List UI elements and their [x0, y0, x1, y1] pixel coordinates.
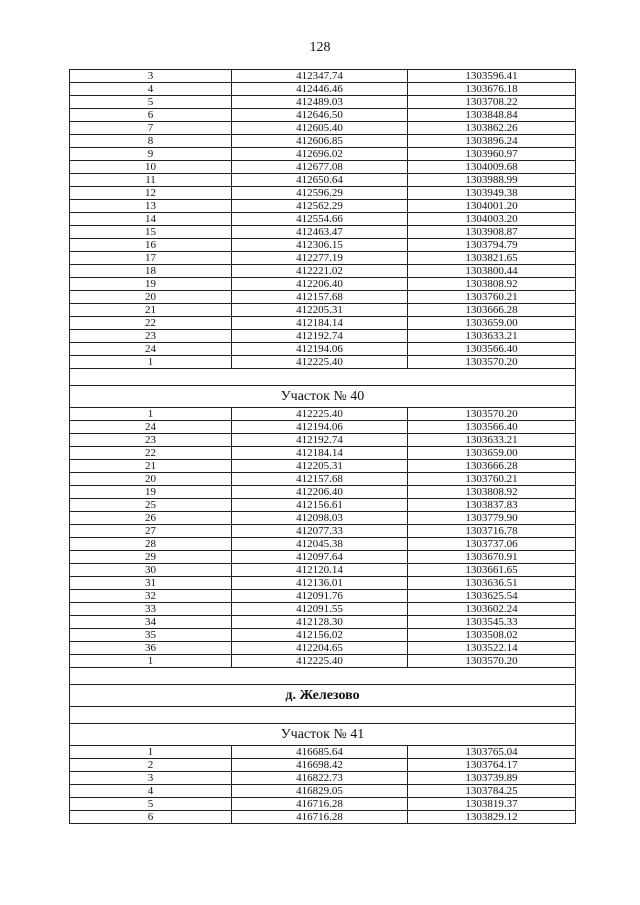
point-number-cell: 2: [70, 759, 232, 772]
point-number-cell: 20: [70, 291, 232, 304]
point-number-cell: 16: [70, 239, 232, 252]
y-coordinate-cell: 1303522.14: [408, 642, 576, 655]
x-coordinate-cell: 412605.40: [232, 122, 408, 135]
point-number-cell: 1: [70, 746, 232, 759]
point-number-cell: 31: [70, 577, 232, 590]
x-coordinate-cell: 412206.40: [232, 486, 408, 499]
point-number-cell: 6: [70, 109, 232, 122]
x-coordinate-cell: 412192.74: [232, 330, 408, 343]
table-row: [70, 148, 576, 161]
table-row: [70, 590, 576, 603]
point-number-cell: 24: [70, 343, 232, 356]
y-coordinate-cell: 1303716.78: [408, 525, 576, 538]
x-coordinate-cell: 412562.29: [232, 200, 408, 213]
table-row: [70, 161, 576, 174]
point-number-cell: 12: [70, 187, 232, 200]
table-row: [70, 538, 576, 551]
y-coordinate-cell: 1303908.87: [408, 226, 576, 239]
table-row: [70, 655, 576, 668]
point-number-cell: 32: [70, 590, 232, 603]
table-row: [70, 447, 576, 460]
x-coordinate-cell: 412098.03: [232, 512, 408, 525]
point-number-cell: 18: [70, 265, 232, 278]
x-coordinate-cell: 412646.50: [232, 109, 408, 122]
table-row: [70, 421, 576, 434]
y-coordinate-cell: 1303602.24: [408, 603, 576, 616]
x-coordinate-cell: 412225.40: [232, 408, 408, 421]
point-number-cell: 30: [70, 564, 232, 577]
table-row: [70, 486, 576, 499]
point-number-cell: 9: [70, 148, 232, 161]
table-row: [70, 798, 576, 811]
x-coordinate-cell: 412204.65: [232, 642, 408, 655]
x-coordinate-cell: 416685.64: [232, 746, 408, 759]
page-number: 128: [309, 40, 331, 55]
x-coordinate-cell: 412192.74: [232, 434, 408, 447]
table-row: [70, 187, 576, 200]
y-coordinate-cell: 1303808.92: [408, 486, 576, 499]
y-coordinate-cell: 1303819.37: [408, 798, 576, 811]
x-coordinate-cell: 412156.02: [232, 629, 408, 642]
table-row: [70, 785, 576, 798]
x-coordinate-cell: 412194.06: [232, 421, 408, 434]
table-row: [70, 616, 576, 629]
y-coordinate-cell: 1303794.79: [408, 239, 576, 252]
point-number-cell: 3: [70, 772, 232, 785]
point-number-cell: 23: [70, 434, 232, 447]
table-row: [70, 473, 576, 486]
x-coordinate-cell: 412446.46: [232, 83, 408, 96]
y-coordinate-cell: 1303848.84: [408, 109, 576, 122]
point-number-cell: 35: [70, 629, 232, 642]
y-coordinate-cell: 1303659.00: [408, 317, 576, 330]
y-coordinate-cell: 1303960.97: [408, 148, 576, 161]
x-coordinate-cell: 416829.05: [232, 785, 408, 798]
x-coordinate-cell: 412184.14: [232, 447, 408, 460]
x-coordinate-cell: 412157.68: [232, 291, 408, 304]
section-title-41: [70, 724, 576, 746]
point-number-cell: 23: [70, 330, 232, 343]
table-row: [70, 460, 576, 473]
x-coordinate-cell: 412194.06: [232, 343, 408, 356]
point-number-cell: 6: [70, 811, 232, 824]
table-row: [70, 226, 576, 239]
y-coordinate-cell: 1303764.17: [408, 759, 576, 772]
y-coordinate-cell: 1303661.65: [408, 564, 576, 577]
point-number-cell: 27: [70, 525, 232, 538]
x-coordinate-cell: 412347.74: [232, 70, 408, 83]
table-row: [70, 603, 576, 616]
y-coordinate-cell: 1303739.89: [408, 772, 576, 785]
point-number-cell: 20: [70, 473, 232, 486]
section-gap: [70, 707, 576, 724]
table-row: [70, 278, 576, 291]
y-coordinate-cell: 1304009.68: [408, 161, 576, 174]
section-title-40-text: Участок № 40: [70, 386, 576, 408]
point-number-cell: 1: [70, 356, 232, 369]
table-row: [70, 174, 576, 187]
table-row: [70, 135, 576, 148]
section-title-41-text: Участок № 41: [70, 724, 576, 746]
x-coordinate-cell: 412606.85: [232, 135, 408, 148]
y-coordinate-cell: 1303666.28: [408, 304, 576, 317]
point-number-cell: 13: [70, 200, 232, 213]
table-row: [70, 551, 576, 564]
x-coordinate-cell: 412097.64: [232, 551, 408, 564]
y-coordinate-cell: 1303570.20: [408, 655, 576, 668]
table-row: [70, 356, 576, 369]
y-coordinate-cell: 1303676.18: [408, 83, 576, 96]
village-title-text: д. Железово: [70, 685, 576, 707]
x-coordinate-cell: 412091.55: [232, 603, 408, 616]
x-coordinate-cell: 412206.40: [232, 278, 408, 291]
y-coordinate-cell: 1303779.90: [408, 512, 576, 525]
y-coordinate-cell: 1304001.20: [408, 200, 576, 213]
y-coordinate-cell: 1303566.40: [408, 343, 576, 356]
coordinates-table: [69, 69, 576, 824]
point-number-cell: 10: [70, 161, 232, 174]
point-number-cell: 36: [70, 642, 232, 655]
table-row: [70, 772, 576, 785]
point-number-cell: 29: [70, 551, 232, 564]
y-coordinate-cell: 1303570.20: [408, 356, 576, 369]
x-coordinate-cell: 412596.29: [232, 187, 408, 200]
y-coordinate-cell: 1303821.65: [408, 252, 576, 265]
x-coordinate-cell: 412091.76: [232, 590, 408, 603]
y-coordinate-cell: 1303659.00: [408, 447, 576, 460]
table-row: [70, 239, 576, 252]
table-row: [70, 70, 576, 83]
table-row: [70, 759, 576, 772]
table-row: [70, 213, 576, 226]
x-coordinate-cell: 416716.28: [232, 798, 408, 811]
point-number-cell: 21: [70, 460, 232, 473]
table-row: [70, 564, 576, 577]
table-row: [70, 499, 576, 512]
y-coordinate-cell: 1303633.21: [408, 330, 576, 343]
table-row: [70, 109, 576, 122]
point-number-cell: 15: [70, 226, 232, 239]
y-coordinate-cell: 1303545.33: [408, 616, 576, 629]
x-coordinate-cell: 412045.38: [232, 538, 408, 551]
section-gap: [70, 369, 576, 386]
y-coordinate-cell: 1304003.20: [408, 213, 576, 226]
x-coordinate-cell: 412077.33: [232, 525, 408, 538]
table-row: [70, 434, 576, 447]
point-number-cell: 22: [70, 317, 232, 330]
x-coordinate-cell: 412225.40: [232, 356, 408, 369]
table-row: [70, 200, 576, 213]
x-coordinate-cell: 412156.61: [232, 499, 408, 512]
y-coordinate-cell: 1303596.41: [408, 70, 576, 83]
table-row: [70, 304, 576, 317]
table-row: [70, 512, 576, 525]
point-number-cell: 24: [70, 421, 232, 434]
x-coordinate-cell: 412136.01: [232, 577, 408, 590]
point-number-cell: 25: [70, 499, 232, 512]
table-row: [70, 629, 576, 642]
y-coordinate-cell: 1303636.51: [408, 577, 576, 590]
table-row: [70, 317, 576, 330]
point-number-cell: 33: [70, 603, 232, 616]
x-coordinate-cell: 412205.31: [232, 460, 408, 473]
point-number-cell: 7: [70, 122, 232, 135]
table-row: [70, 343, 576, 356]
y-coordinate-cell: 1303708.22: [408, 96, 576, 109]
y-coordinate-cell: 1303666.28: [408, 460, 576, 473]
point-number-cell: 3: [70, 70, 232, 83]
y-coordinate-cell: 1303633.21: [408, 434, 576, 447]
point-number-cell: 1: [70, 655, 232, 668]
y-coordinate-cell: 1303760.21: [408, 473, 576, 486]
x-coordinate-cell: 416822.73: [232, 772, 408, 785]
point-number-cell: 26: [70, 512, 232, 525]
point-number-cell: 4: [70, 785, 232, 798]
x-coordinate-cell: 412677.08: [232, 161, 408, 174]
y-coordinate-cell: 1303566.40: [408, 421, 576, 434]
x-coordinate-cell: 412128.30: [232, 616, 408, 629]
y-coordinate-cell: 1303862.26: [408, 122, 576, 135]
x-coordinate-cell: 412306.15: [232, 239, 408, 252]
x-coordinate-cell: 412120.14: [232, 564, 408, 577]
table-row: [70, 252, 576, 265]
x-coordinate-cell: 412554.66: [232, 213, 408, 226]
table-row: [70, 525, 576, 538]
table-row: [70, 577, 576, 590]
point-number-cell: 19: [70, 486, 232, 499]
point-number-cell: 21: [70, 304, 232, 317]
y-coordinate-cell: 1303808.92: [408, 278, 576, 291]
y-coordinate-cell: 1303737.06: [408, 538, 576, 551]
table-row: [70, 291, 576, 304]
x-coordinate-cell: 412184.14: [232, 317, 408, 330]
point-number-cell: 1: [70, 408, 232, 421]
y-coordinate-cell: 1303988.99: [408, 174, 576, 187]
point-number-cell: 14: [70, 213, 232, 226]
y-coordinate-cell: 1303837.83: [408, 499, 576, 512]
point-number-cell: 17: [70, 252, 232, 265]
y-coordinate-cell: 1303949.38: [408, 187, 576, 200]
x-coordinate-cell: 412463.47: [232, 226, 408, 239]
point-number-cell: 19: [70, 278, 232, 291]
table-row: [70, 330, 576, 343]
x-coordinate-cell: 412157.68: [232, 473, 408, 486]
y-coordinate-cell: 1303760.21: [408, 291, 576, 304]
table-row: [70, 746, 576, 759]
y-coordinate-cell: 1303670.91: [408, 551, 576, 564]
y-coordinate-cell: 1303829.12: [408, 811, 576, 824]
table-row: [70, 408, 576, 421]
table-row: [70, 811, 576, 824]
table-row: [70, 96, 576, 109]
village-title: [70, 685, 576, 707]
y-coordinate-cell: 1303570.20: [408, 408, 576, 421]
table-row: [70, 642, 576, 655]
x-coordinate-cell: 412489.03: [232, 96, 408, 109]
y-coordinate-cell: 1303625.54: [408, 590, 576, 603]
point-number-cell: 22: [70, 447, 232, 460]
point-number-cell: 34: [70, 616, 232, 629]
x-coordinate-cell: 412696.02: [232, 148, 408, 161]
y-coordinate-cell: 1303508.02: [408, 629, 576, 642]
point-number-cell: 8: [70, 135, 232, 148]
point-number-cell: 28: [70, 538, 232, 551]
y-coordinate-cell: 1303800.44: [408, 265, 576, 278]
y-coordinate-cell: 1303896.24: [408, 135, 576, 148]
x-coordinate-cell: 416698.42: [232, 759, 408, 772]
x-coordinate-cell: 412225.40: [232, 655, 408, 668]
point-number-cell: 5: [70, 96, 232, 109]
point-number-cell: 4: [70, 83, 232, 96]
y-coordinate-cell: 1303784.25: [408, 785, 576, 798]
table-row: [70, 83, 576, 96]
point-number-cell: 5: [70, 798, 232, 811]
x-coordinate-cell: 412650.64: [232, 174, 408, 187]
x-coordinate-cell: 412277.19: [232, 252, 408, 265]
table-row: [70, 265, 576, 278]
table-row: [70, 122, 576, 135]
y-coordinate-cell: 1303765.04: [408, 746, 576, 759]
x-coordinate-cell: 416716.28: [232, 811, 408, 824]
point-number-cell: 11: [70, 174, 232, 187]
x-coordinate-cell: 412221.02: [232, 265, 408, 278]
section-gap: [70, 668, 576, 685]
section-title-40: [70, 386, 576, 408]
x-coordinate-cell: 412205.31: [232, 304, 408, 317]
